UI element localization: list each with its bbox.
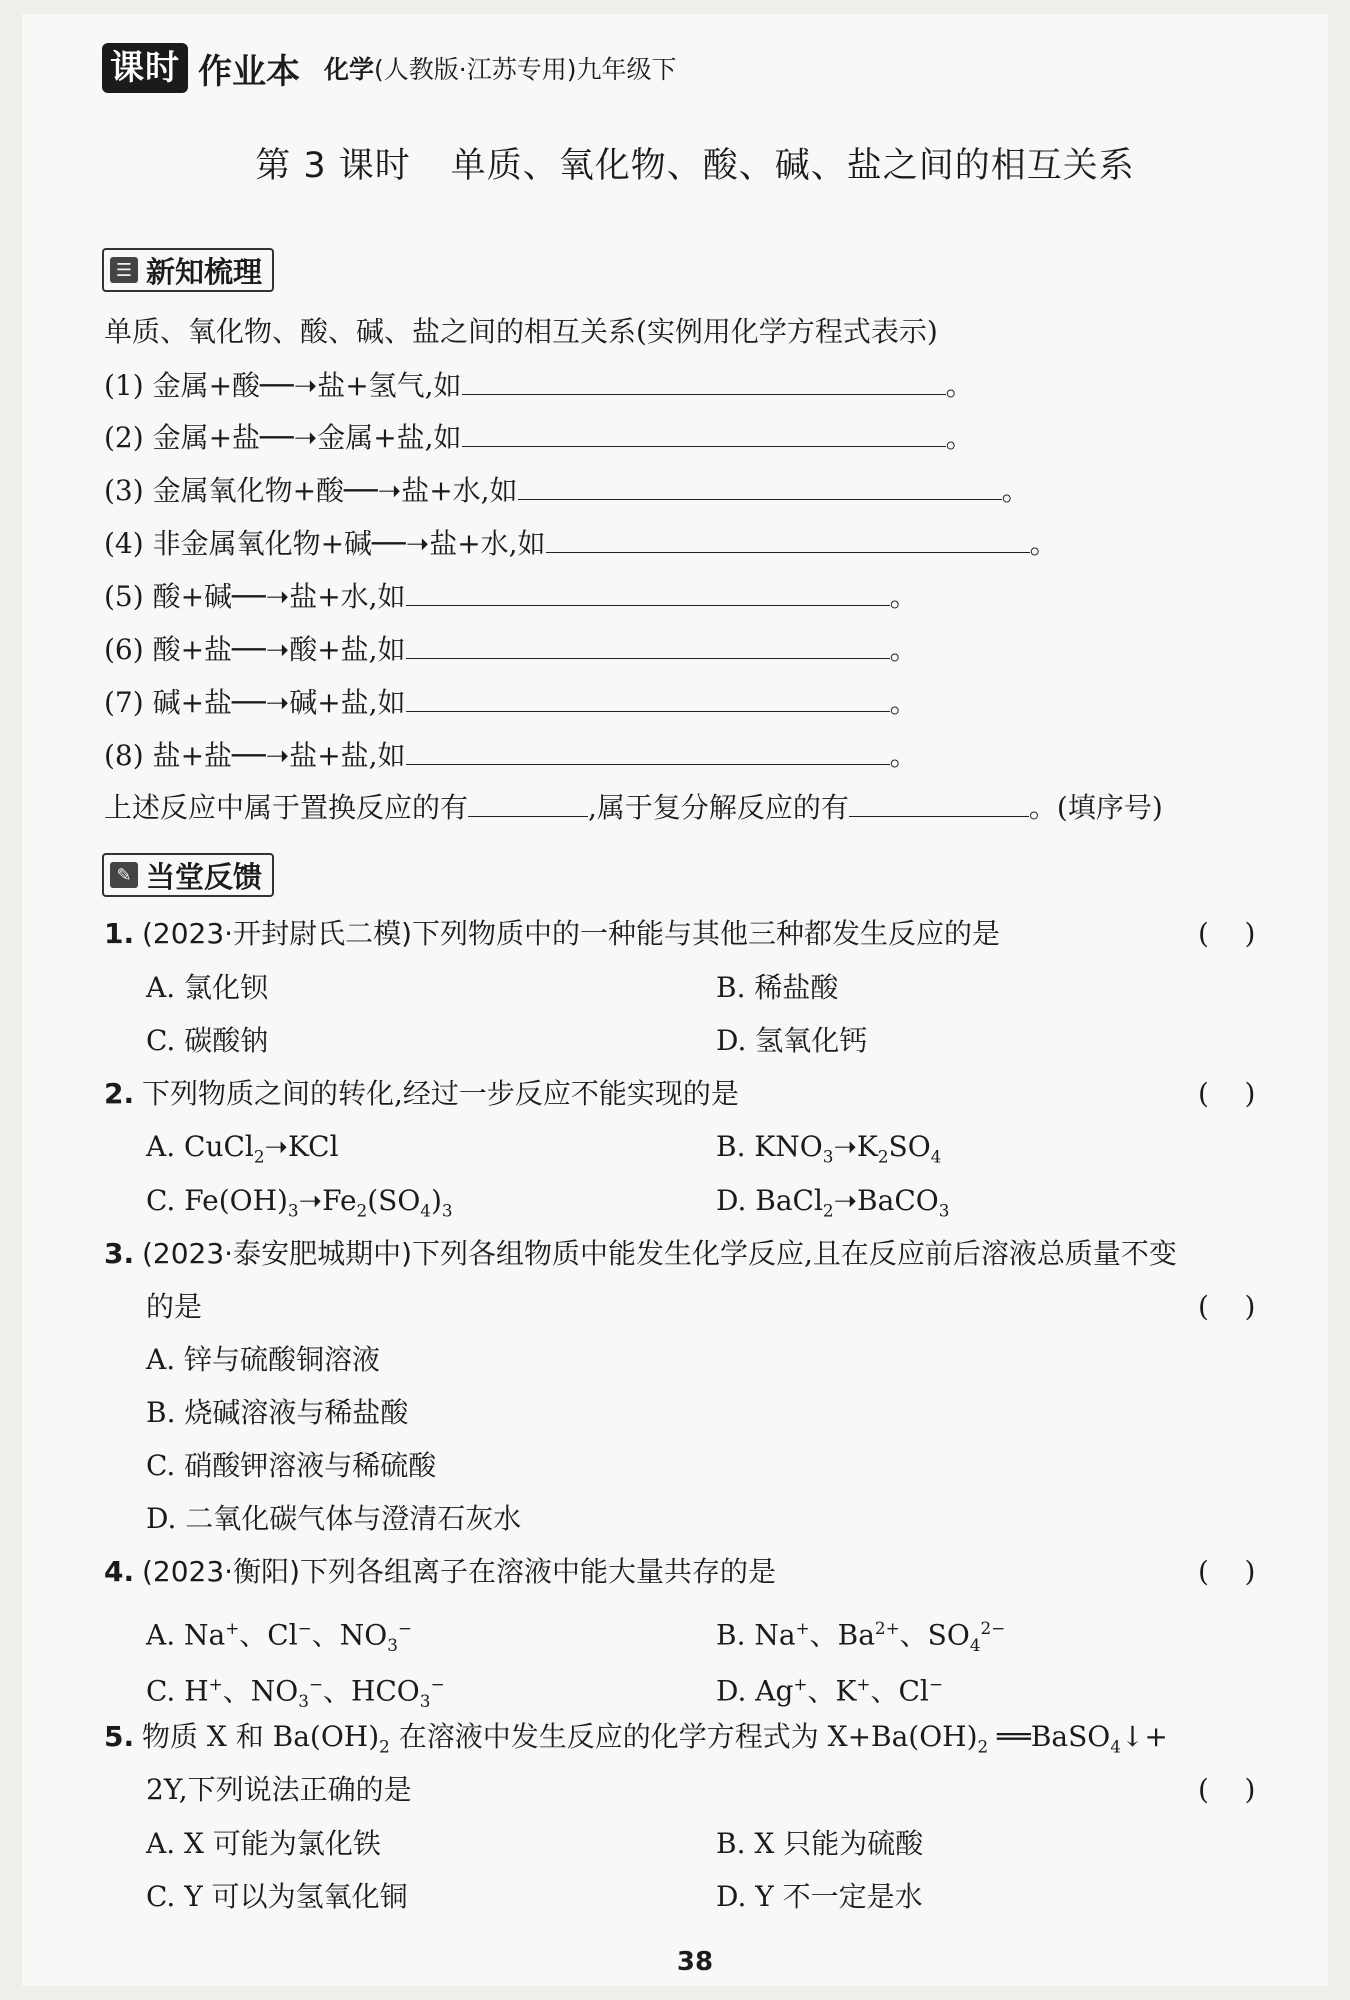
option-a[interactable]: A. 氯化钡	[146, 971, 269, 1004]
option-b[interactable]: B. 稀盐酸	[716, 971, 839, 1004]
fill-item-2: (2) 金属+盐──➝金属+盐,如 。	[104, 418, 974, 456]
option-d[interactable]: D. Ag+、K+、Cl−	[716, 1674, 943, 1708]
question-1: 1. (2023·开封尉氏二模)下列物质中的一种能与其他三种都发生反应的是	[104, 917, 1001, 950]
fill-item-6: (6) 酸+盐──➝酸+盐,如 。	[104, 630, 918, 668]
subject-edition: (人教版·江苏专用)九年级下	[374, 55, 677, 84]
question-4: 4. (2023·衡阳)下列各组离子在溶液中能大量共存的是	[104, 1555, 777, 1588]
answer-paren[interactable]: ( )	[1198, 1555, 1256, 1588]
option-c[interactable]: C. Y 可以为氢氧化铜	[146, 1880, 408, 1913]
option-a[interactable]: A. CuCl$_2$➝KCl	[146, 1130, 339, 1167]
option-c[interactable]: C. 碳酸钠	[146, 1024, 269, 1057]
question-5-continued: 2Y,下列说法正确的是	[146, 1773, 412, 1806]
answer-blank[interactable]	[406, 736, 890, 765]
option-d[interactable]: D. BaCl$_2$➝BaCO$_3$	[716, 1184, 950, 1221]
option-a[interactable]: A. Na+、Cl−、$NO_3^-$	[146, 1618, 412, 1655]
option-b[interactable]: B. X 只能为硫酸	[716, 1827, 924, 1860]
option-d[interactable]: D. 二氧化碳气体与澄清石灰水	[146, 1502, 522, 1535]
book-icon: ☰	[110, 257, 138, 283]
book-header	[102, 40, 676, 96]
answer-blank[interactable]	[406, 630, 890, 659]
question-2: 2. 下列物质之间的转化,经过一步反应不能实现的是	[104, 1077, 739, 1110]
option-c[interactable]: C. H+、$NO_3^-$、$HCO_3^-$	[146, 1674, 445, 1711]
double-decomposition-blank[interactable]	[849, 788, 1029, 817]
lesson-title	[0, 138, 1350, 188]
option-c[interactable]: C. 硝酸钾溶液与稀硫酸	[146, 1449, 437, 1482]
fill-item-7: (7) 碱+盐──➝碱+盐,如 。	[104, 683, 918, 721]
fill-item-1: (1) 金属+酸──➝盐+氢气,如 。	[104, 366, 974, 404]
option-b[interactable]: B. 烧碱溶液与稀盐酸	[146, 1396, 409, 1429]
section-label: 新知梳理	[146, 254, 263, 289]
answer-blank[interactable]	[462, 418, 946, 447]
lesson-topic: 单质、氧化物、酸、碱、盐之间的相互关系	[450, 146, 1135, 186]
option-b[interactable]: B. Na+、$Ba^{2+}$、$SO_4^{2-}$	[716, 1618, 1006, 1655]
answer-blank[interactable]	[406, 577, 890, 606]
option-d[interactable]: D. Y 不一定是水	[716, 1880, 923, 1913]
fill-item-4: (4) 非金属氧化物+碱──➝盐+水,如 。	[104, 524, 1058, 562]
option-a[interactable]: A. X 可能为氯化铁	[146, 1827, 381, 1860]
answer-blank[interactable]	[546, 524, 1030, 553]
question-3-continued: 的是	[146, 1290, 203, 1323]
fill-item-3: (3) 金属氧化物+酸──➝盐+水,如 。	[104, 471, 1030, 509]
page-number: 38	[676, 1947, 714, 1977]
subject-name: 化学	[324, 55, 375, 84]
fill-item-8: (8) 盐+盐──➝盐+盐,如 。	[104, 736, 918, 774]
book-brand: 作业本	[198, 51, 300, 92]
question-3: 3. (2023·泰安肥城期中)下列各组物质中能发生化学反应,且在反应前后溶液总质量不变	[104, 1237, 1177, 1270]
lesson-number: 第 3 课时	[255, 146, 411, 186]
option-a[interactable]: A. 锌与硫酸铜溶液	[146, 1343, 381, 1376]
displacement-blank[interactable]	[468, 788, 588, 817]
question-5: 5. 物质 X 和 $Ba(OH)_2$ 在溶液中发生反应的化学方程式为 $X+Ba(OH)_2$ ══BaSO$_4$↓+	[104, 1720, 1168, 1757]
answer-blank[interactable]	[518, 471, 1002, 500]
answer-paren[interactable]: ( )	[1198, 1290, 1256, 1323]
section-tag-new-knowledge	[102, 248, 274, 292]
answer-paren[interactable]: ( )	[1198, 1773, 1256, 1806]
answer-blank[interactable]	[406, 683, 890, 712]
answer-paren[interactable]: ( )	[1198, 1077, 1256, 1110]
option-c[interactable]: C. $Fe(OH)_3➝Fe_2(SO_4)_3$	[146, 1184, 453, 1221]
section-tag-feedback	[102, 853, 274, 897]
option-d[interactable]: D. 氢氧化钙	[716, 1024, 868, 1057]
answer-blank[interactable]	[462, 366, 946, 395]
pencil-icon: ✎	[110, 862, 138, 888]
section-label: 当堂反馈	[146, 859, 263, 894]
book-logo: 课时	[102, 43, 188, 93]
book-subject	[324, 50, 676, 86]
answer-paren[interactable]: ( )	[1198, 917, 1256, 950]
section-intro: 单质、氧化物、酸、碱、盐之间的相互关系(实例用化学方程式表示)	[104, 315, 938, 348]
fill-item-5: (5) 酸+碱──➝盐+水,如 。	[104, 577, 918, 615]
summary-line: 上述反应中属于置换反应的有 ,属于复分解反应的有 。(填序号)	[104, 788, 1163, 826]
option-b[interactable]: B. $KNO_3➝K_2SO_4$	[716, 1130, 942, 1167]
